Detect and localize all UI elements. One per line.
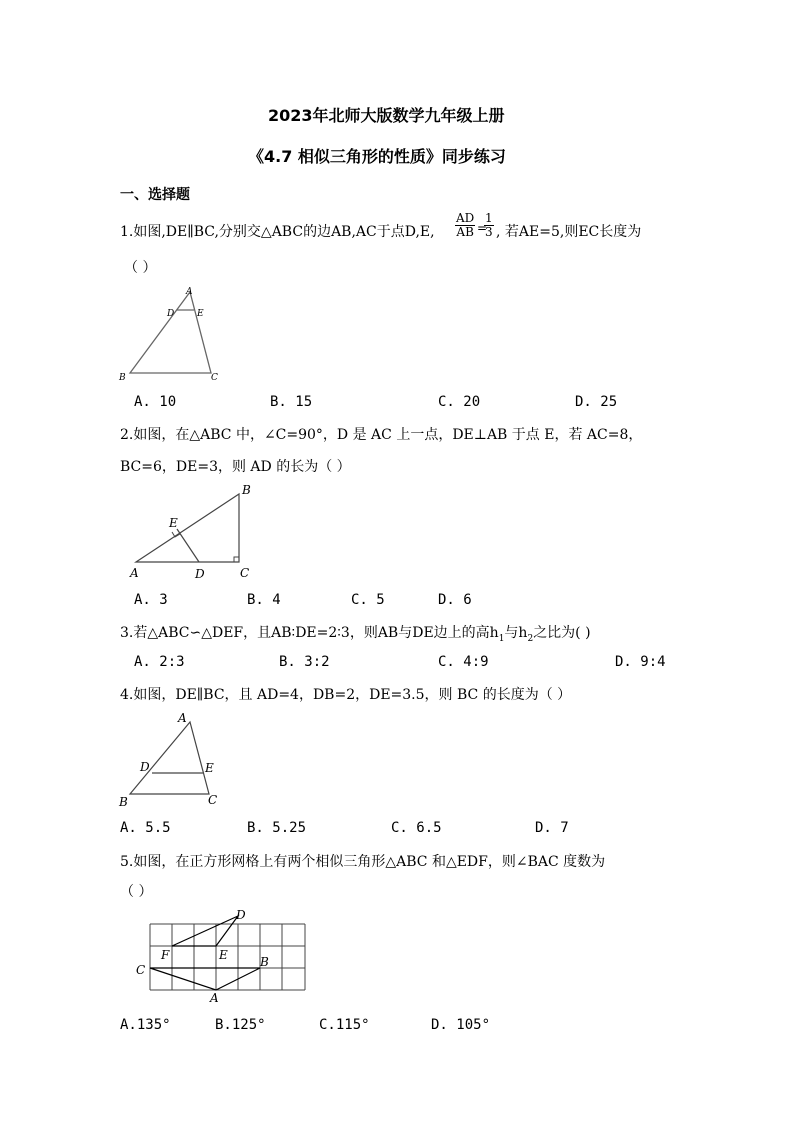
q4-option-b[interactable]: B. 5.25 [247, 820, 307, 836]
q1-stem-b: , 若AE=5,则EC长度为 [496, 224, 642, 240]
section-heading: 一、选择题 [120, 187, 190, 203]
q3-sub-1: 1 [498, 633, 505, 644]
q3-option-d[interactable]: D. 9:4 [615, 654, 666, 670]
q5-option-b[interactable]: B.125° [215, 1017, 266, 1033]
q1-label-d: D [167, 309, 175, 319]
q1-label-a: A [186, 287, 193, 297]
q1-label-e: E [197, 309, 204, 319]
q2-option-c[interactable]: C. 5 [351, 592, 385, 608]
q4-option-c[interactable]: C. 6.5 [391, 820, 442, 836]
q1-option-b[interactable]: B. 15 [270, 394, 313, 410]
q4-triangle [130, 722, 209, 794]
q3-option-a[interactable]: A. 2:3 [134, 654, 185, 670]
q4-figure [116, 708, 226, 810]
q1-value-numerator: 1 [485, 211, 493, 225]
q5-label-a: A [210, 991, 219, 1005]
q5-label-c: C [136, 963, 146, 977]
q5-option-c[interactable]: C.115° [319, 1017, 370, 1033]
q4-option-d[interactable]: D. 7 [535, 820, 569, 836]
q3-option-c[interactable]: C. 4:9 [438, 654, 489, 670]
q2-triangle [136, 494, 239, 562]
q1-label-c: C [211, 373, 218, 383]
q2-figure [128, 482, 258, 582]
q5-label-b: B [260, 955, 269, 969]
q5-label-f: F [161, 948, 170, 962]
q2-stem-line1: 2.如图，在△ABC 中，∠C=90°，D 是 AC 上一点，DE⊥AB 于点 E，若 AC=8， [120, 427, 643, 443]
q2-stem-line2: BC=6，DE=3，则 AD 的长为（ ） [120, 459, 351, 475]
q2-segment-de [177, 529, 199, 562]
q4-option-a[interactable]: A. 5.5 [120, 820, 171, 836]
q2-label-c: C [240, 566, 250, 580]
q2-option-b[interactable]: B. 4 [247, 592, 281, 608]
q1-fraction-denominator: AB [456, 225, 474, 239]
q3-stem-c: 之比为( ) [533, 625, 591, 641]
q1-fraction-value [484, 212, 494, 239]
q2-option-d[interactable]: D. 6 [438, 592, 472, 608]
q4-label-d: D [140, 760, 150, 774]
q3-sub-2: 2 [527, 633, 534, 644]
q1-option-d[interactable]: D. 25 [575, 394, 618, 410]
q5-stem-line1: 5.如图，在正方形网格上有两个相似三角形△ABC 和△EDF，则∠BAC 度数为 [120, 854, 606, 870]
q1-option-c[interactable]: C. 20 [438, 394, 481, 410]
q5-triangle-abc [150, 968, 260, 990]
q1-figure [118, 285, 228, 385]
q4-label-e: E [205, 761, 214, 775]
q4-label-b: B [119, 795, 128, 809]
q5-triangle-def [172, 916, 238, 946]
q1-label-b: B [119, 373, 126, 383]
q5-figure [130, 904, 320, 1008]
q5-label-d: D [236, 908, 246, 922]
q2-option-a[interactable]: A. 3 [134, 592, 168, 608]
q5-option-d[interactable]: D. 105° [431, 1017, 491, 1033]
q2-label-e: E [169, 516, 178, 530]
q4-stem: 4.如图，DE∥BC，且 AD=4，DB=2，DE=3.5，则 BC 的长度为（ ） [120, 687, 572, 703]
q1-stem-a: 1.如图,DE∥BC,分别交△ABC的边AB,AC于点D,E, [120, 224, 435, 240]
q2-right-angle-c [234, 557, 239, 562]
q3-stem [120, 622, 591, 644]
q1-equals: = [477, 221, 488, 235]
q3-stem-b: 与h [504, 625, 528, 641]
page-title: 2023年北师大版数学九年级上册 [268, 106, 505, 125]
q5-option-a[interactable]: A.135° [120, 1017, 171, 1033]
q1-triangle [130, 292, 211, 373]
q1-option-a[interactable]: A. 10 [134, 394, 177, 410]
q2-label-d: D [195, 567, 205, 581]
q1-fraction-numerator: AD [456, 211, 475, 225]
q5-label-e: E [219, 948, 228, 962]
q1-fraction-ad-ab [455, 212, 475, 239]
q3-option-b[interactable]: B. 3:2 [279, 654, 330, 670]
q5-stem-line2: （ ） [120, 884, 153, 900]
q2-label-a: A [130, 566, 139, 580]
q4-label-a: A [178, 711, 187, 725]
q1-answer-paren: （ ） [124, 260, 157, 276]
q3-stem-a: 3.若△ABC∽△DEF，且AB∶DE=2∶3，则AB与DE边上的高h [120, 625, 499, 641]
q1-value-denominator: 3 [485, 225, 493, 239]
q4-label-c: C [208, 793, 218, 807]
page-subtitle: 《4.7 相似三角形的性质》同步练习 [248, 147, 506, 166]
q2-label-b: B [242, 483, 251, 497]
